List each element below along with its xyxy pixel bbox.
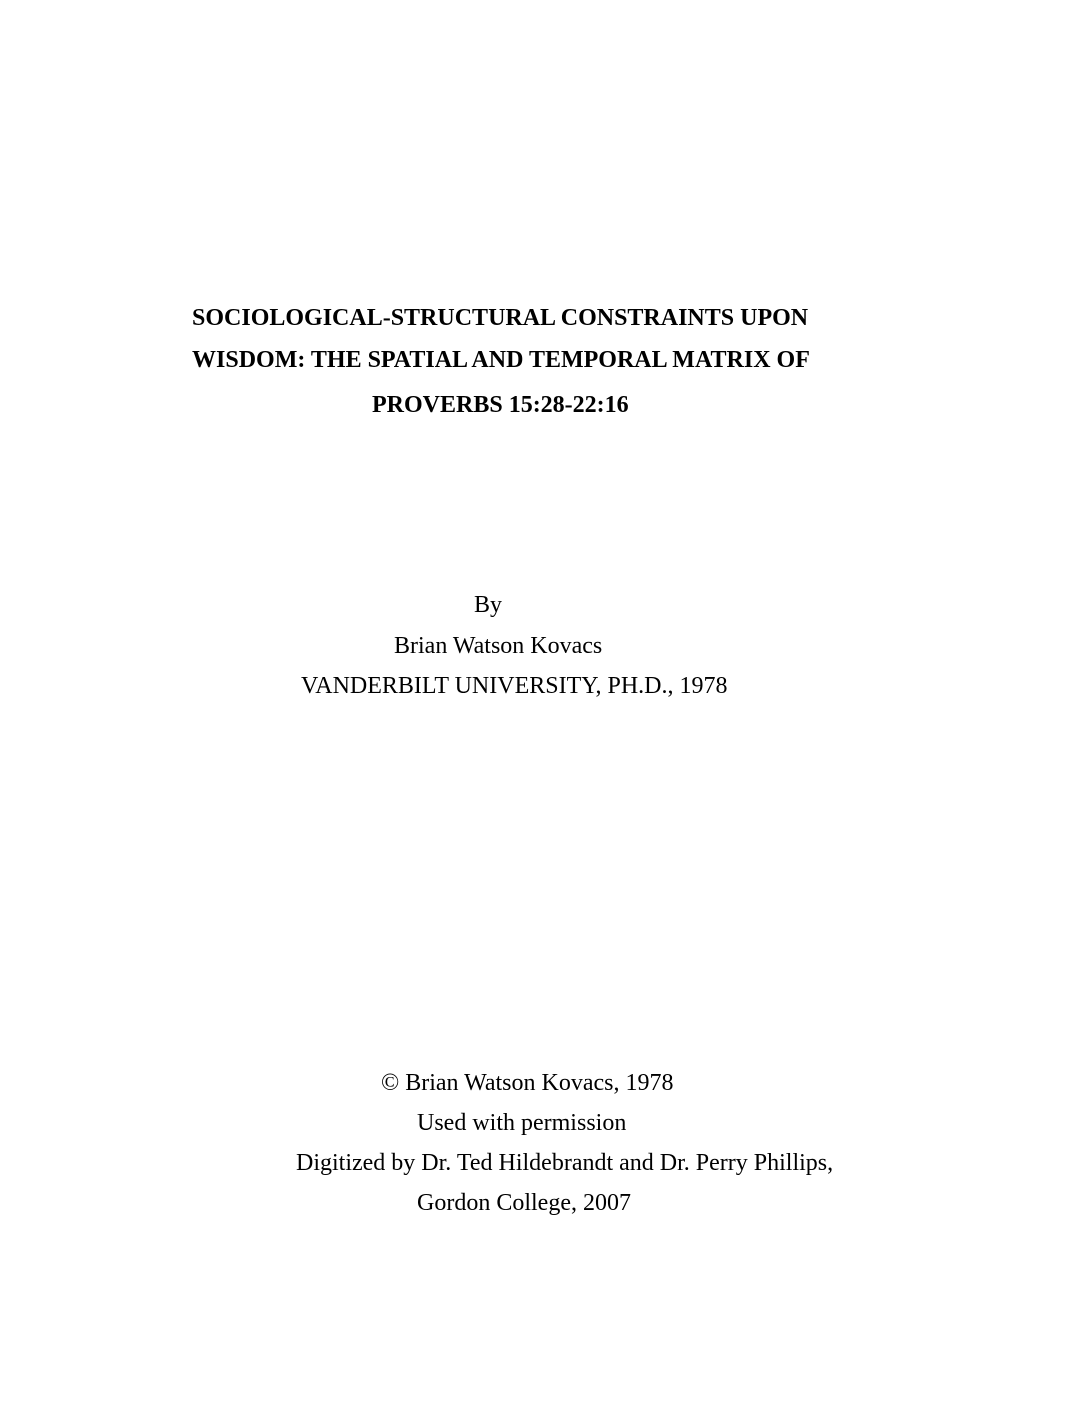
digitized-credit: Digitized by Dr. Ted Hildebrandt and Dr. Perry Phillips, <box>296 1150 834 1176</box>
title-line-1: SOCIOLOGICAL-STRUCTURAL CONSTRAINTS UPON <box>192 305 809 331</box>
permission-notice: Used with permission <box>417 1110 627 1136</box>
by-line: By <box>474 592 503 618</box>
title-line-3: PROVERBS 15:28-22:16 <box>372 392 629 418</box>
copyright-notice: © Brian Watson Kovacs, 1978 <box>381 1070 674 1096</box>
college-credit: Gordon College, 2007 <box>417 1190 631 1216</box>
title-line-2: WISDOM: THE SPATIAL AND TEMPORAL MATRIX OF <box>192 347 810 373</box>
author-institution: VANDERBILT UNIVERSITY, PH.D., 1978 <box>301 673 728 699</box>
author-name: Brian Watson Kovacs <box>394 633 603 659</box>
